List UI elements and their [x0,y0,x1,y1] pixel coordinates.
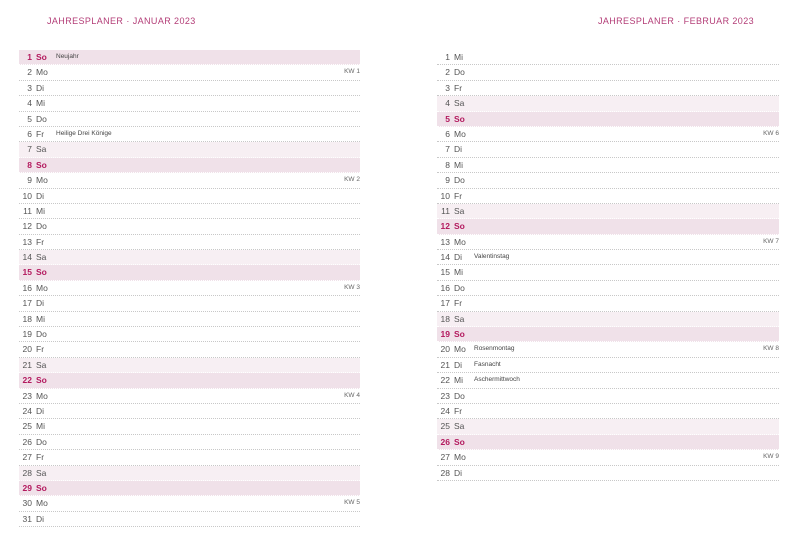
day-number: 10 [440,190,450,201]
day-row[interactable] [437,127,779,142]
weekday-label: Di [36,298,45,309]
weekday-label: So [36,267,47,278]
day-row[interactable] [19,127,360,142]
day-number: 18 [22,313,32,324]
weekday-label: Fr [454,82,463,93]
day-row[interactable] [437,142,779,157]
day-row[interactable] [437,373,779,388]
weekday-label: Mi [36,313,45,324]
day-row[interactable] [437,65,779,80]
day-row[interactable] [19,219,360,234]
weekday-label: Mo [454,452,466,463]
day-row[interactable] [437,189,779,204]
day-number: 30 [22,498,32,509]
weekday-label: Do [36,329,47,340]
day-number: 12 [22,221,32,232]
weekday-label: Fr [454,405,463,416]
weekday-label: Mo [36,498,48,509]
event-label: Aschermittwoch [474,376,520,384]
day-row[interactable] [19,496,360,511]
weekday-label: Do [454,67,465,78]
day-number: 5 [27,113,32,124]
day-number: 16 [440,282,450,293]
weekday-label: Fr [36,344,45,355]
day-row[interactable] [19,142,360,157]
weekday-label: Fr [36,236,45,247]
weekday-label: Do [36,436,47,447]
day-number: 10 [22,190,32,201]
weekday-label: Do [454,390,465,401]
day-row[interactable] [437,358,779,373]
weekday-label: Mo [36,390,48,401]
weekday-label: Mi [36,98,45,109]
weekday-label: So [36,375,47,386]
day-number: 27 [440,452,450,463]
february-day-list [437,50,779,481]
january-day-list [19,50,360,527]
day-number: 21 [440,359,450,370]
weekday-label: Mo [454,344,466,355]
day-number: 28 [22,467,32,478]
weekday-label: Mi [454,159,463,170]
calendar-week-label: KW 8 [763,345,779,353]
day-row[interactable] [437,265,779,280]
weekday-label: Sa [454,98,465,109]
day-row[interactable] [437,342,779,357]
day-number: 23 [22,390,32,401]
day-row[interactable] [437,158,779,173]
day-number: 2 [27,67,32,78]
calendar-week-label: KW 1 [344,68,360,76]
day-number: 15 [22,267,32,278]
day-number: 28 [440,467,450,478]
weekday-label: Fr [36,452,45,463]
weekday-label: Di [454,359,463,370]
day-number: 17 [440,298,450,309]
day-row[interactable] [437,312,779,327]
day-number: 20 [22,344,32,355]
weekday-label: Di [36,82,45,93]
weekday-label: So [454,113,465,124]
calendar-week-label: KW 7 [763,237,779,245]
day-number: 29 [22,482,32,493]
day-number: 9 [445,175,450,186]
day-row[interactable] [19,327,360,342]
day-number: 11 [441,205,450,216]
day-number: 22 [440,375,450,386]
day-number: 11 [23,205,32,216]
event-label: Valentinstag [474,253,510,261]
day-number: 4 [27,98,32,109]
day-number: 6 [27,128,32,139]
weekday-label: So [454,436,465,447]
day-number: 24 [22,405,32,416]
day-row[interactable] [19,281,360,296]
calendar-week-label: KW 6 [763,129,779,137]
day-row[interactable] [19,358,360,373]
weekday-label: So [454,329,465,340]
day-row[interactable] [19,189,360,204]
day-row[interactable] [19,404,360,419]
day-number: 26 [440,436,450,447]
day-row[interactable] [437,419,779,434]
weekday-label: Di [454,144,463,155]
day-row[interactable] [437,389,779,404]
weekday-label: Mi [454,52,463,62]
day-row[interactable] [19,312,360,327]
day-number: 14 [22,252,32,263]
day-row[interactable] [19,112,360,127]
weekday-label: Do [454,282,465,293]
day-row[interactable] [19,204,360,219]
day-row[interactable] [19,235,360,250]
header-title: JAHRESPLANER [47,16,124,26]
weekday-label: Sa [454,313,465,324]
weekday-label: Sa [36,359,47,370]
event-label: Fasnacht [474,360,501,368]
day-number: 1 [27,52,32,62]
day-number: 31 [22,513,32,524]
event-label: Heilige Drei Könige [56,129,112,137]
day-row[interactable] [437,281,779,296]
day-number: 3 [445,82,450,93]
day-row[interactable] [437,112,779,127]
weekday-label: Sa [454,421,465,432]
weekday-label: Sa [36,252,47,263]
day-row[interactable] [19,81,360,96]
day-number: 25 [22,421,32,432]
day-row[interactable] [19,173,360,188]
day-row[interactable] [19,419,360,434]
day-number: 19 [22,329,32,340]
day-number: 1 [445,52,450,62]
day-row[interactable] [437,50,779,65]
weekday-label: Mi [454,267,463,278]
day-number: 24 [440,405,450,416]
day-row[interactable] [19,296,360,311]
day-row[interactable] [19,466,360,481]
day-number: 12 [440,221,450,232]
day-number: 22 [22,375,32,386]
day-row[interactable] [19,389,360,404]
weekday-label: Di [36,405,45,416]
weekday-label: Fr [454,190,463,201]
weekday-label: Do [36,113,47,124]
day-number: 2 [445,67,450,78]
day-number: 20 [440,344,450,355]
day-number: 23 [440,390,450,401]
day-number: 9 [27,175,32,186]
weekday-label: Di [454,467,463,478]
day-row[interactable] [437,296,779,311]
day-row[interactable] [19,50,360,65]
day-row[interactable] [19,435,360,450]
day-number: 27 [22,452,32,463]
day-row[interactable] [19,342,360,357]
day-row[interactable] [19,250,360,265]
day-number: 18 [440,313,450,324]
day-row[interactable] [437,466,779,481]
weekday-label: Mo [454,236,466,247]
page-header-january [47,16,196,26]
day-number: 13 [440,236,450,247]
day-number: 7 [27,144,32,155]
day-number: 6 [445,128,450,139]
day-row[interactable] [19,450,360,465]
day-number: 3 [27,82,32,93]
day-row[interactable] [437,404,779,419]
weekday-label: Di [454,252,463,263]
day-row[interactable] [437,81,779,96]
header-separator: · [126,16,130,26]
day-number: 21 [22,359,32,370]
page-header-february [598,16,754,26]
calendar-week-label: KW 9 [763,453,779,461]
calendar-week-label: KW 4 [344,391,360,399]
weekday-label: Mo [454,128,466,139]
day-number: 14 [440,252,450,263]
day-number: 15 [440,267,450,278]
day-row[interactable] [19,265,360,280]
weekday-label: Mo [36,175,48,186]
day-row[interactable] [437,173,779,188]
weekday-label: Di [36,513,45,524]
weekday-label: Di [36,190,45,201]
day-row[interactable] [437,435,779,450]
day-number: 8 [445,159,450,170]
header-month: JANUAR 2023 [132,16,196,26]
header-title: JAHRESPLANER [597,16,675,26]
calendar-week-label: KW 3 [344,283,360,291]
day-number: 16 [22,282,32,293]
day-number: 17 [22,298,32,309]
day-number: 5 [445,113,450,124]
weekday-label: Mi [36,205,45,216]
header-month: FEBRUAR 2023 [683,16,754,26]
calendar-week-label: KW 2 [344,176,360,184]
day-row[interactable] [437,219,779,234]
calendar-week-label: KW 5 [344,499,360,507]
weekday-label: Sa [36,467,47,478]
day-row[interactable] [19,65,360,80]
weekday-label: Sa [36,144,47,155]
day-number: 7 [445,144,450,155]
day-row[interactable] [437,204,779,219]
day-number: 26 [22,436,32,447]
event-label: Neujahr [56,53,79,60]
header-separator: · [677,16,681,26]
weekday-label: So [454,221,465,232]
weekday-label: Mo [36,282,48,293]
day-number: 13 [22,236,32,247]
weekday-label: Mi [36,421,45,432]
weekday-label: Sa [454,205,465,216]
day-number: 4 [445,98,450,109]
weekday-label: So [36,482,47,493]
day-number: 25 [440,421,450,432]
day-number: 19 [440,329,450,340]
day-number: 8 [27,159,32,170]
day-row[interactable] [19,481,360,496]
weekday-label: Do [454,175,465,186]
weekday-label: Mo [36,67,48,78]
day-row[interactable] [19,373,360,388]
day-row[interactable] [19,96,360,111]
day-row[interactable] [437,327,779,342]
weekday-label: So [36,159,47,170]
day-row[interactable] [437,250,779,265]
weekday-label: So [36,52,47,62]
weekday-label: Fr [454,298,463,309]
day-row[interactable] [437,235,779,250]
day-row[interactable] [437,450,779,465]
weekday-label: Mi [454,375,463,386]
day-row[interactable] [19,512,360,527]
weekday-label: Fr [36,128,45,139]
day-row[interactable] [437,96,779,111]
weekday-label: Do [36,221,47,232]
event-label: Rosenmontag [474,345,515,353]
day-row[interactable] [19,158,360,173]
